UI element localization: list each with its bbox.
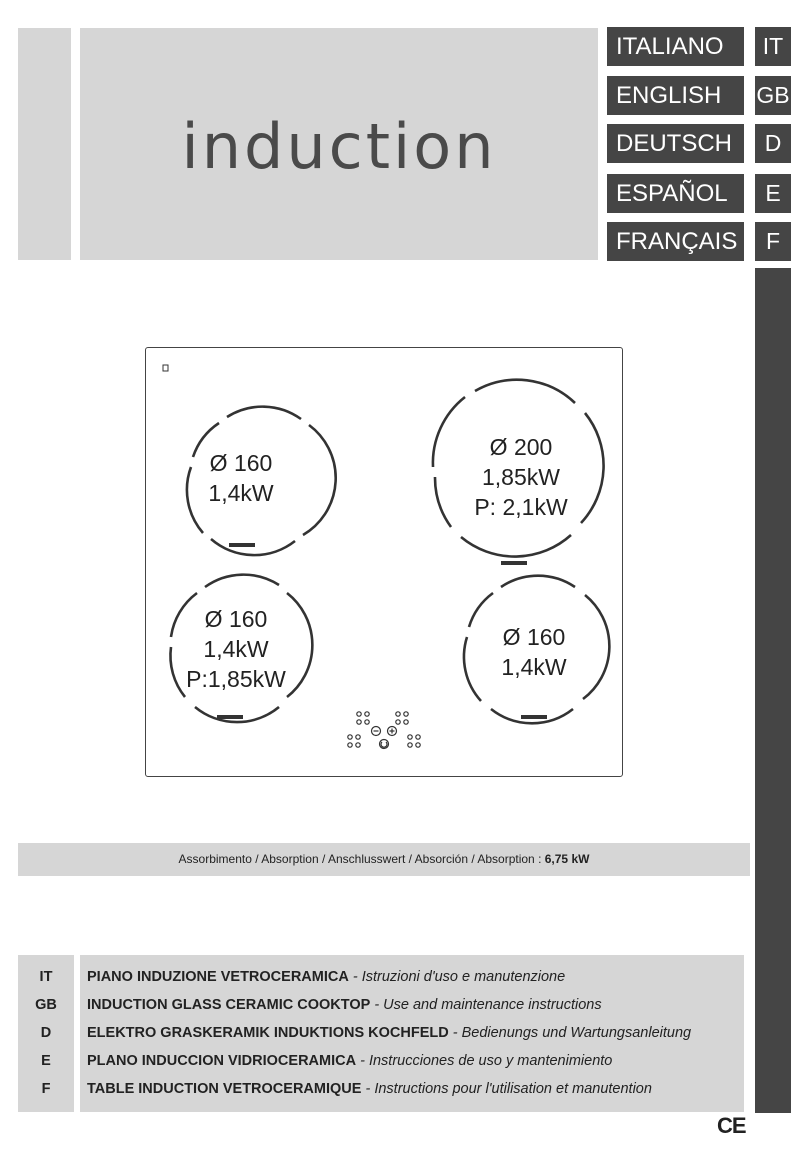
desc-subtitle: - Use and maintenance instructions: [370, 997, 602, 1013]
zone-ring-top-left-3: [303, 425, 336, 535]
language-button-deutsch[interactable]: DEUTSCH: [607, 124, 744, 163]
language-button-espanol[interactable]: ESPAÑOL: [607, 174, 744, 213]
absorption-line: [18, 852, 750, 866]
language-code-gb[interactable]: GB: [755, 76, 791, 115]
zone-selector-top-left-icon: [357, 712, 369, 724]
ce-mark: CE: [717, 1113, 746, 1138]
language-code-e[interactable]: E: [755, 174, 791, 213]
zone-indicator-top-left: [229, 543, 255, 547]
desc-subtitle: - Instrucciones de uso y mantenimiento: [356, 1053, 613, 1069]
right-side-bar: [755, 268, 791, 1113]
zone-indicator-bottom-left: [217, 715, 243, 719]
zone-boost-power: P:1,85kW: [186, 666, 286, 692]
desc-title: PLANO INDUCCION VIDRIOCERAMICA: [87, 1053, 357, 1069]
absorption-value: 6,75 kW: [544, 852, 590, 866]
zone-diameter: Ø 160: [502, 624, 566, 650]
zone-power: 1,85kW: [482, 464, 560, 490]
desc-code-d: D: [40, 1025, 52, 1041]
zone-diameter: Ø 200: [489, 434, 553, 460]
zone-power: 1,4kW: [501, 654, 567, 680]
desc-row-it: [87, 963, 565, 991]
zone-power: 1,4kW: [208, 480, 274, 506]
cooktop-drawing: [145, 347, 623, 777]
zone-selector-bottom-left-icon: [348, 735, 360, 747]
desc-subtitle: - Istruzioni d'uso e manutenzione: [348, 969, 566, 985]
document-title: induction: [181, 110, 497, 183]
desc-row-f: [87, 1075, 652, 1103]
absorption-label: Assorbimento / Absorption / Anschlusswert / Absorción / Absorption :: [178, 852, 542, 866]
zone-indicator-bottom-right: [521, 715, 547, 719]
zone-selector-top-right-icon: [396, 712, 408, 724]
language-codes-column: [18, 955, 74, 1112]
zone-selector-bottom-right-icon: [408, 735, 420, 747]
desc-subtitle: - Bedienungs und Wartungsanleitung: [448, 1025, 692, 1041]
zone-label-bottom-left: [174, 604, 298, 694]
desc-title: PIANO INDUZIONE VETROCERAMICA: [87, 969, 349, 985]
desc-code-f: F: [41, 1081, 51, 1097]
zone-label-top-right: [446, 432, 596, 522]
zone-diameter: Ø 160: [204, 606, 268, 632]
zone-ring-top-right-2: [475, 380, 575, 403]
desc-code-gb: GB: [35, 997, 57, 1013]
desc-row-gb: [87, 991, 602, 1019]
zone-ring-bottom-left-2: [205, 575, 279, 587]
header-side-strip: [18, 28, 71, 260]
zone-diameter: Ø 160: [209, 450, 273, 476]
zone-ring-bottom-right-2: [501, 576, 575, 587]
zone-ring-bottom-left-4: [195, 707, 279, 722]
desc-code-e: E: [41, 1053, 51, 1069]
brand-mark-icon: [163, 365, 168, 371]
language-button-italiano[interactable]: ITALIANO: [607, 27, 744, 66]
zone-boost-power: P: 2,1kW: [474, 494, 568, 520]
zone-ring-top-left-4: [211, 539, 295, 555]
language-button-english[interactable]: ENGLISH: [607, 76, 744, 115]
language-code-f[interactable]: F: [755, 222, 791, 261]
desc-title: TABLE INDUCTION VETROCERAMIQUE: [87, 1081, 362, 1097]
description-panel: [80, 955, 744, 1112]
language-code-it[interactable]: IT: [755, 27, 791, 66]
zone-ring-top-right-4: [461, 535, 571, 557]
desc-row-d: [87, 1019, 691, 1047]
desc-title: INDUCTION GLASS CERAMIC COOKTOP: [87, 997, 371, 1013]
language-button-francais[interactable]: FRANÇAIS: [607, 222, 744, 261]
zone-power: 1,4kW: [203, 636, 269, 662]
language-code-d[interactable]: D: [755, 124, 791, 163]
title-panel: [80, 28, 598, 260]
desc-title: ELEKTRO GRASKERAMIK INDUKTIONS KOCHFELD: [87, 1025, 449, 1041]
desc-row-e: [87, 1047, 612, 1075]
power-icon: [381, 742, 387, 747]
desc-subtitle: - Instructions pour l'utilisation et manutention: [361, 1081, 652, 1097]
desc-code-it: IT: [39, 969, 53, 985]
zone-ring-top-left-2: [227, 407, 301, 419]
zone-label-bottom-right: [479, 622, 589, 682]
cooktop-illustration: [145, 347, 623, 777]
zone-indicator-top-right: [501, 561, 527, 565]
absorption-bar: [18, 843, 750, 876]
zone-label-top-left: [186, 448, 296, 508]
